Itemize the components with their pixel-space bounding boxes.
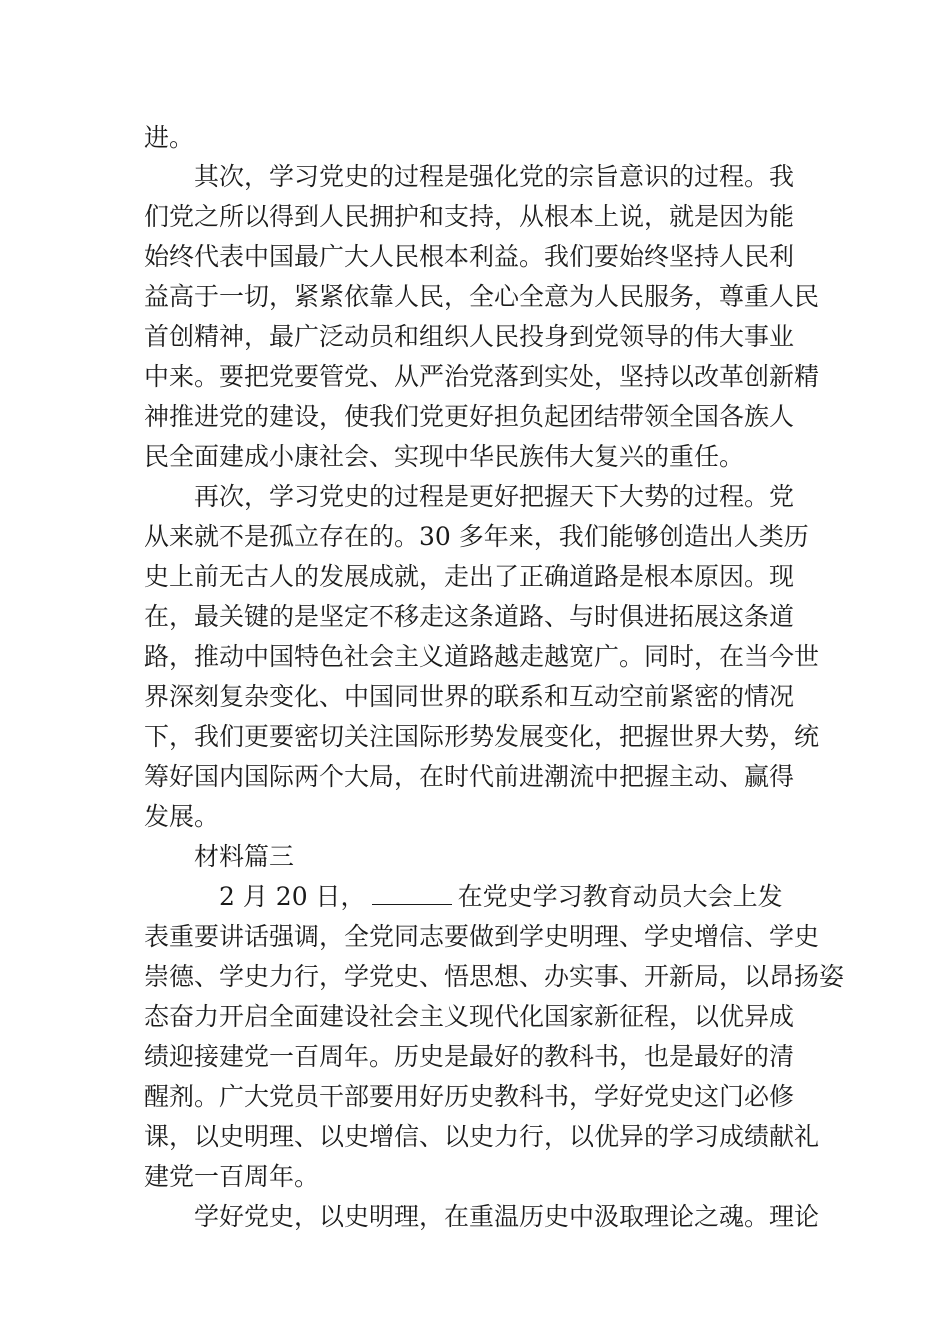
- fill-in-blank: [372, 884, 452, 905]
- section-heading: 材料篇三: [144, 842, 295, 871]
- text-line: 始终代表中国最广大人民根本利益。我们要始终坚持人民利: [144, 242, 795, 271]
- text-line: 界深刻复杂变化、中国同世界的联系和互动空前紧密的情况: [144, 682, 795, 711]
- text-line: 首创精神，最广泛动员和组织人民投身到党领导的伟大事业: [144, 322, 795, 351]
- text-line: 下，我们更要密切关注国际形势发展变化，把握世界大势，统: [144, 722, 820, 751]
- text-line: 再次，学习党史的过程是更好把握天下大势的过程。党: [144, 482, 795, 511]
- text-line: 民全面建成小康社会、实现中华民族伟大复兴的重任。: [144, 442, 745, 471]
- text-line: 史上前无古人的发展成就，走出了正确道路是根本原因。现: [144, 562, 795, 591]
- text-line: 态奋力开启全面建设社会主义现代化国家新征程，以优异成: [144, 1002, 795, 1031]
- text-line: 表重要讲话强调，全党同志要做到学史明理、学史增信、学史: [144, 922, 820, 951]
- text-line: 其次，学习党史的过程是强化党的宗旨意识的过程。我: [144, 162, 795, 191]
- text-line: 在，最关键的是坚定不移走这条道路、与时俱进拓展这条道: [144, 602, 795, 631]
- blank-line-suffix: 在党史学习教育动员大会上发: [457, 882, 783, 911]
- text-line: 从来就不是孤立存在的。30 多年来，我们能够创造出人类历: [144, 522, 809, 551]
- text-line: 建党一百周年。: [144, 1162, 320, 1191]
- text-line: 路，推动中国特色社会主义道路越走越宽广。同时，在当今世: [144, 642, 820, 671]
- text-line: 进。: [144, 123, 195, 152]
- text-line: 课，以史明理、以史增信、以史力行，以优异的学习成绩献礼: [144, 1122, 820, 1151]
- text-line: 学好党史，以史明理，在重温历史中汲取理论之魂。理论: [144, 1202, 820, 1231]
- blank-line-prefix: 2 月 20 日，: [144, 882, 366, 911]
- text-line: 神推进党的建设，使我们党更好担负起团结带领全国各族人: [144, 402, 795, 431]
- text-line: 发展。: [144, 802, 220, 831]
- text-line: 绩迎接建党一百周年。历史是最好的教科书，也是最好的清: [144, 1042, 795, 1071]
- text-line: 筹好国内国际两个大局，在时代前进潮流中把握主动、赢得: [144, 762, 795, 791]
- text-line: 们党之所以得到人民拥护和支持，从根本上说，就是因为能: [144, 202, 795, 231]
- text-line: 中来。要把党要管党、从严治党落到实处，坚持以改革创新精: [144, 362, 820, 391]
- text-line-with-blank: [144, 880, 783, 914]
- text-line: 益高于一切，紧紧依靠人民，全心全意为人民服务，尊重人民: [144, 282, 820, 311]
- text-line: 醒剂。广大党员干部要用好历史教科书，学好党史这门必修: [144, 1082, 795, 1111]
- text-line: 崇德、学史力行，学党史、悟思想、办实事、开新局，以昂扬姿: [144, 962, 845, 991]
